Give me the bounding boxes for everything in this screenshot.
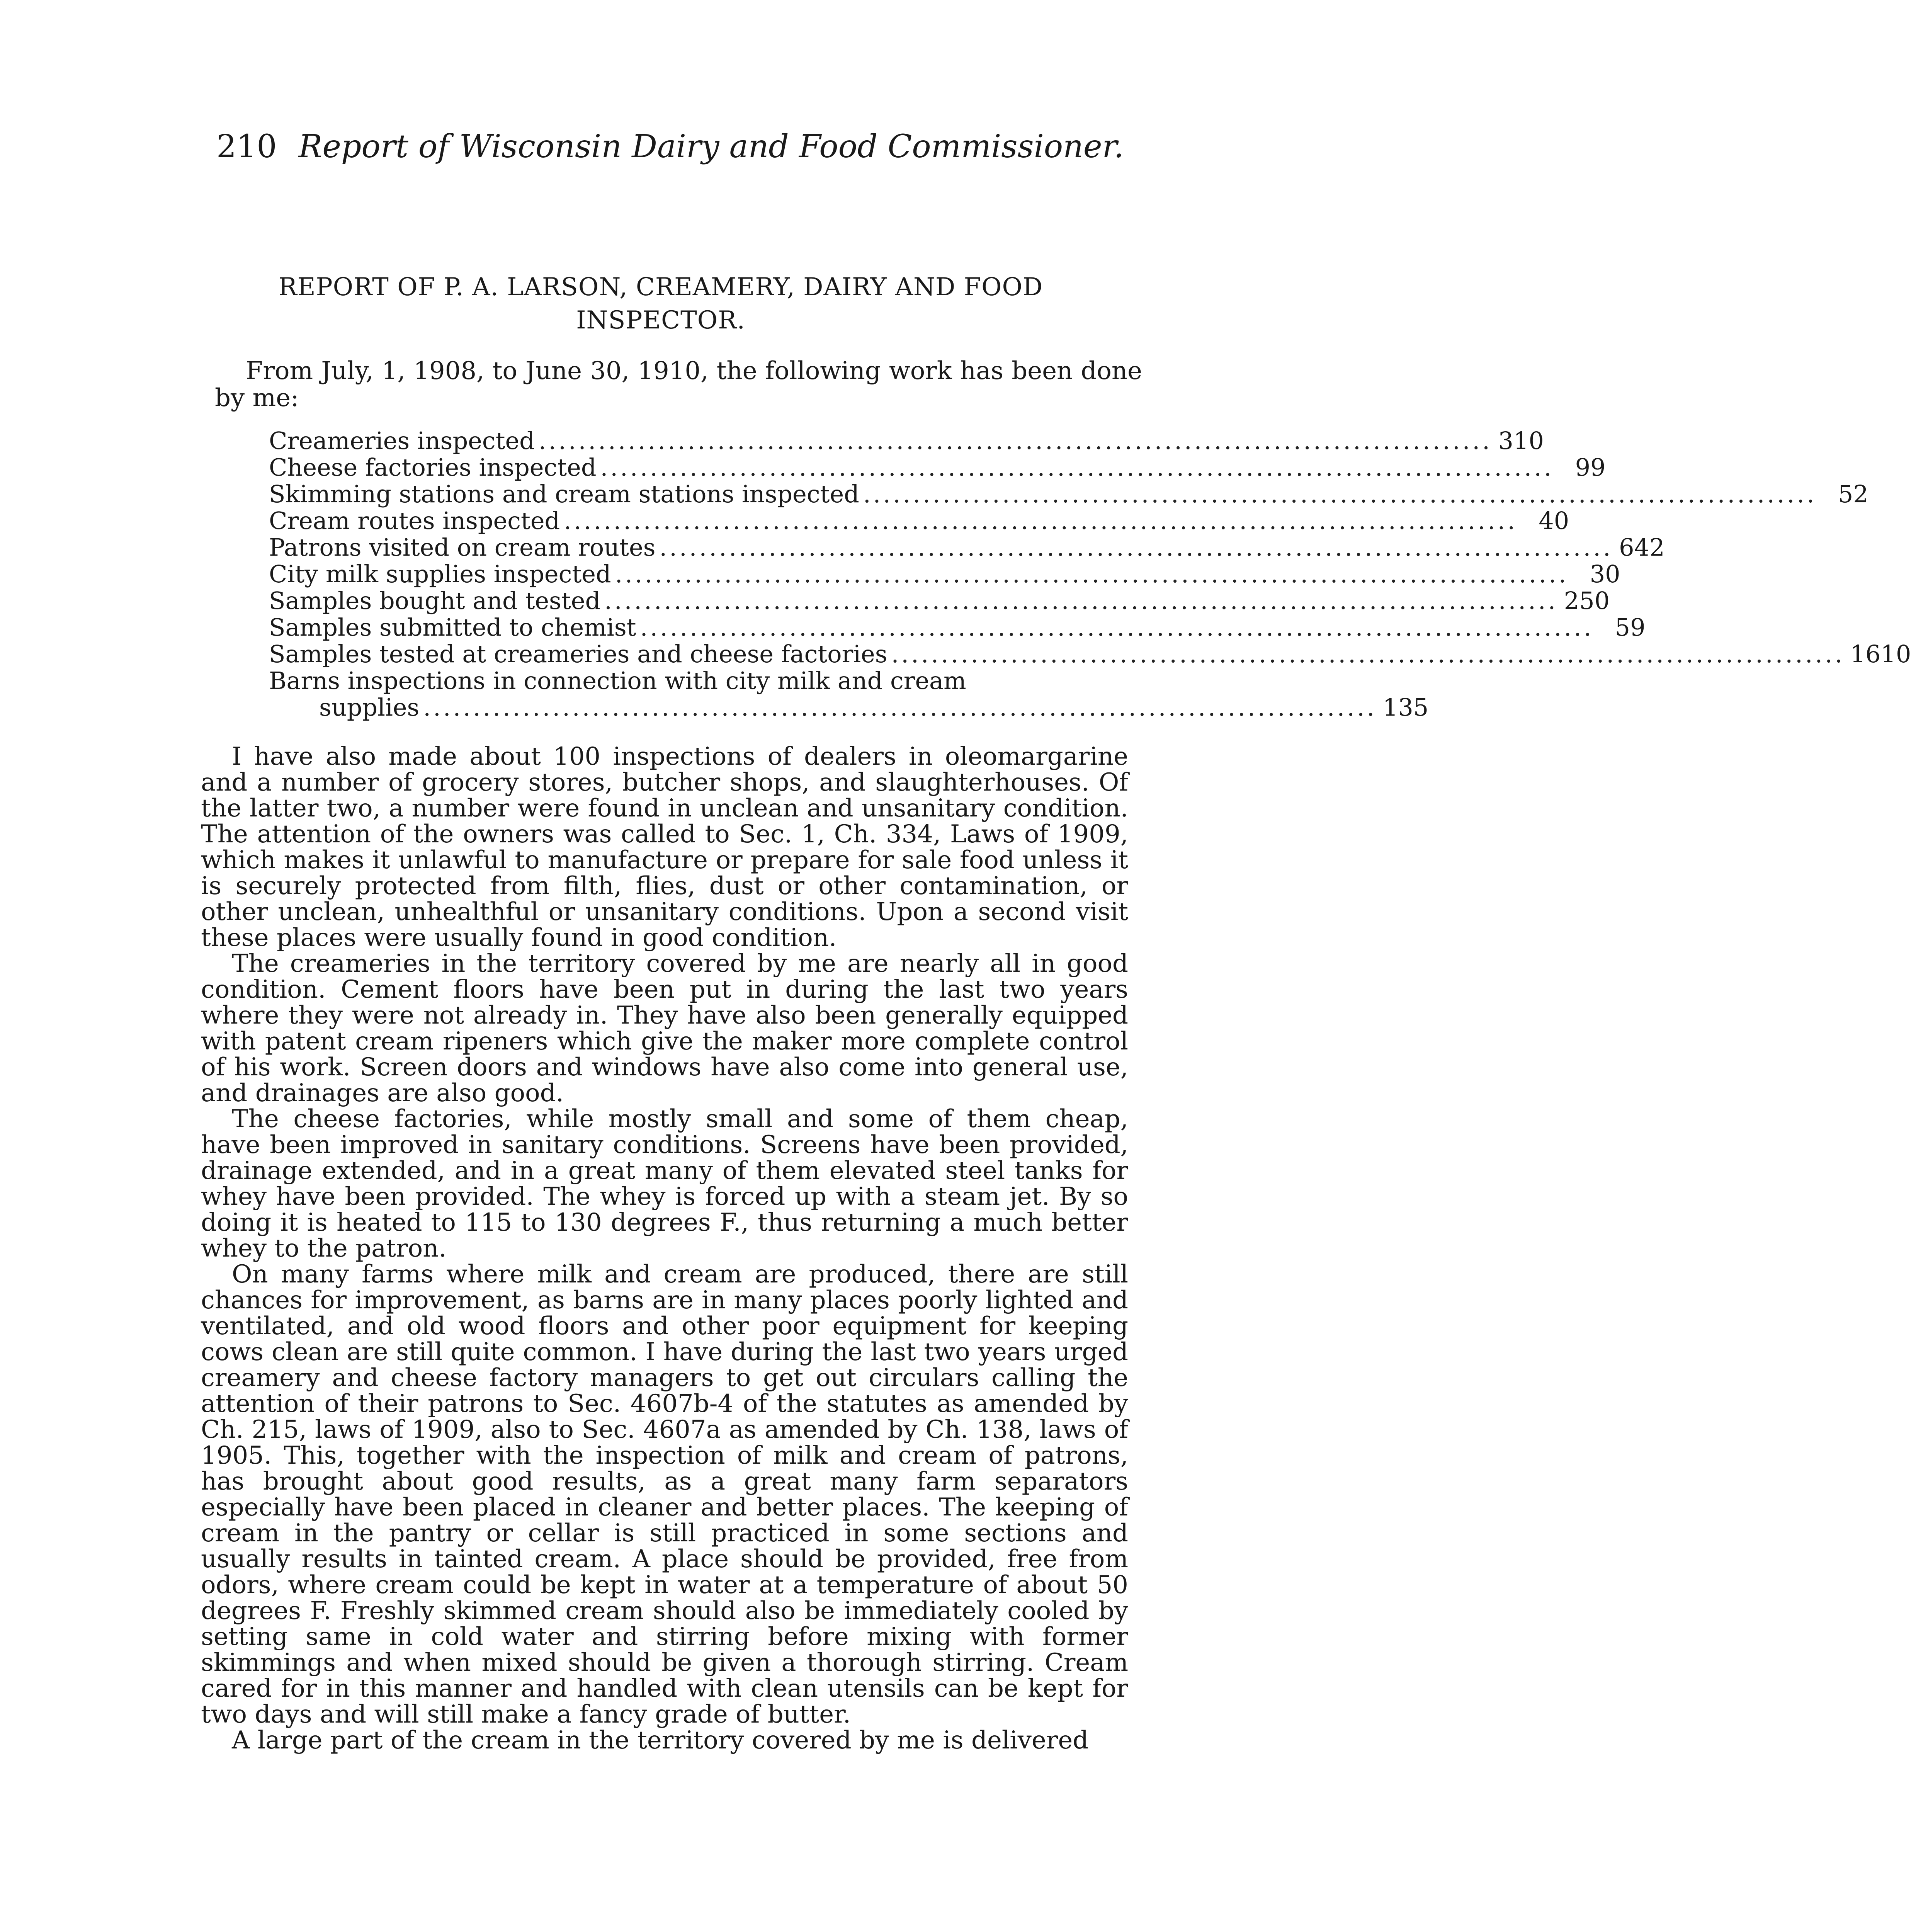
work-item-label: Creameries inspected — [269, 427, 535, 455]
work-item — [269, 667, 1429, 721]
intro-paragraph: From July, 1, 1908, to June 30, 1910, the following work has been done by me: — [215, 357, 1142, 412]
dot-leader: ................................................................................................ — [600, 453, 1554, 481]
work-item-value: 250 — [1564, 587, 1610, 615]
work-item-continuation — [269, 693, 1429, 721]
work-item-label: Cream routes inspected — [269, 507, 560, 535]
work-item — [269, 560, 1620, 588]
dot-leader: ................................................................................................ — [863, 480, 1817, 508]
work-item-value: 52 — [1838, 480, 1868, 508]
work-item-value: 40 — [1539, 507, 1569, 535]
report-title-line-2: INSPECTOR. — [576, 306, 745, 335]
work-item-value: 135 — [1382, 693, 1429, 721]
work-item-value: 1610 — [1850, 640, 1911, 668]
work-item — [269, 613, 1646, 641]
body-paragraph: The creameries in the territory covered by me are nearly all in good condition. Cement floors have been put in during the last two years where they were not already in. They have also been generally equipped with patent cream ripeners which give the maker more complete control of his work. Screen doors and windows have also come into general use, and drainages are also good. — [201, 949, 1128, 1107]
body-paragraph: The cheese factories, while mostly small and some of them cheap, have been improved in sanitary conditions. Screens have been provided, drainage extended, and in a great many of them elevated steel tanks for whey have been provided. The whey is forced up with a steam jet. By so doing it is heated to 115 to 130 degrees F., thus returning a much better whey to the patron. — [201, 1105, 1128, 1263]
work-item — [269, 587, 1610, 615]
work-item-value: 310 — [1498, 427, 1544, 455]
work-item-label: Samples submitted to chemist — [269, 613, 636, 641]
work-item-value: 99 — [1575, 453, 1606, 481]
work-item-value: 59 — [1615, 613, 1646, 641]
dot-leader: ................................................................................................ — [659, 533, 1613, 561]
work-item-label: City milk supplies inspected — [269, 560, 611, 588]
work-item — [269, 453, 1606, 481]
work-item — [269, 427, 1544, 455]
work-item-label-continued: supplies — [319, 693, 420, 721]
dot-leader: ................................................................................................ — [615, 560, 1569, 588]
work-item-label: Barns inspections in connection with city milk and cream — [269, 667, 966, 695]
work-item-label: Samples bought and tested — [269, 587, 601, 615]
body-paragraph: A large part of the cream in the territory covered by me is delivered — [232, 1726, 1089, 1755]
running-head — [216, 128, 1124, 166]
work-item-value: 30 — [1590, 560, 1620, 588]
work-item — [269, 480, 1868, 508]
work-item-label: Samples tested at creameries and cheese factories — [269, 640, 887, 668]
report-title — [216, 270, 1105, 337]
dot-leader: ................................................................................................ — [891, 640, 1845, 668]
work-item — [269, 507, 1569, 535]
journal-title: Report of Wisconsin Dairy and Food Commissioner. — [298, 128, 1124, 165]
dot-leader: ................................................................................................ — [604, 587, 1558, 615]
work-item-label: Skimming stations and cream stations inspected — [269, 480, 859, 508]
work-item-value: 642 — [1619, 533, 1665, 561]
dot-leader: ................................................................................................ — [423, 693, 1377, 721]
work-summary-list — [269, 427, 1911, 721]
page-number: 210 — [216, 128, 277, 165]
body-paragraph: On many farms where milk and cream are produced, there are still chances for improvement, as barns are in many places poorly lighted and ventilated, and old wood floors and other poor equipment for keeping cows clean are still quite common. I have during the last two years urged creamery and cheese factory managers to get out circulars calling the attention of their patrons to Sec. 4607b-4 of the statutes as amended by Ch. 215, laws of 1909, also to Sec. 4607a as amended by Ch. 138, laws of 1905. This, together with the inspection of milk and cream of patrons, has brought about good results, as a great many farm separators especially have been placed in cleaner and better places. The keeping of cream in the pantry or cellar is still practiced in some sections and usually results in tainted cream. A place should be provided, free from odors, where cream could be kept in water at a temperature of about 50 degrees F. Freshly skimmed cream should also be immediately cooled by setting same in cold water and stirring before mixing with former skimmings and when mixed should be given a thorough stirring. Cream cared for in this manner and handled with clean utensils can be kept for two days and will still make a fancy grade of butter. — [201, 1260, 1128, 1729]
dot-leader: ................................................................................................ — [640, 613, 1594, 641]
body-paragraph: I have also made about 100 inspections of dealers in oleomargarine and a number of grocery stores, butcher shops, and slaughterhouses. Of the latter two, a number were found in unclean and unsanitary condition. The attention of the owners was called to Sec. 1, Ch. 334, Laws of 1909, which makes it unlawful to manufacture or prepare for sale food unless it is securely protected from filth, flies, dust or other contamination, or other unclean, unhealthful or unsanitary conditions. Upon a second visit these places were usually found in good condition. — [201, 742, 1128, 952]
work-item-label: Cheese factories inspected — [269, 453, 597, 481]
report-title-line-1: REPORT OF P. A. LARSON, CREAMERY, DAIRY AND FOOD — [278, 273, 1043, 301]
body-text — [201, 744, 1128, 1753]
work-item-label: Patrons visited on cream routes — [269, 533, 656, 561]
work-item — [269, 533, 1665, 561]
work-item — [269, 640, 1911, 668]
dot-leader: ................................................................................................ — [538, 427, 1492, 455]
dot-leader: ................................................................................................ — [564, 507, 1518, 535]
